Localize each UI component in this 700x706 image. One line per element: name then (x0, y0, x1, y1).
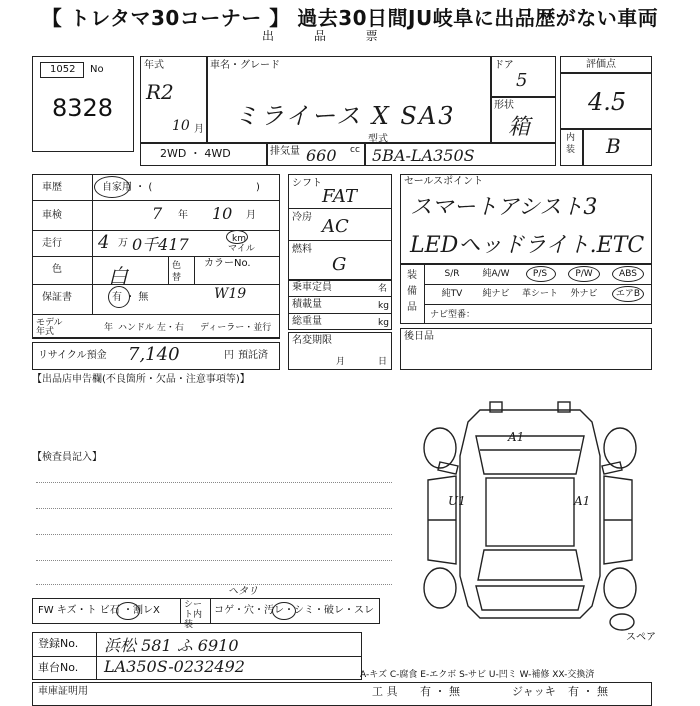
total-weight-unit: kg (378, 318, 389, 328)
registration-label: 登録No. (38, 637, 79, 650)
car-damage-diagram (410, 396, 650, 632)
history-circle (94, 176, 130, 198)
history-close: ) (256, 182, 260, 193)
car-label: 車名・グレード (210, 60, 280, 71)
color-label: 色 (52, 264, 62, 275)
handle-label: ハンドル 左・右 (118, 323, 184, 333)
color-change-label: 色替 (172, 261, 182, 283)
inspector-label: 【検査員記入】 (32, 452, 102, 463)
jack-label: ジャッキ (512, 685, 556, 698)
load-unit: kg (378, 301, 389, 311)
note-line (36, 482, 392, 483)
equipment-label: 装備品 (407, 270, 417, 313)
history-options: 自家用 ・ ( (102, 182, 153, 193)
mileage-mile: マイル (228, 244, 255, 254)
divider (288, 240, 392, 241)
sales-point-line1: スマートアシスト3 (410, 195, 598, 220)
note-line (36, 584, 392, 585)
equipment-item: 純A/W (482, 269, 510, 279)
bottom-row (32, 682, 652, 706)
lot-small-number: 1052 (50, 64, 76, 75)
inspection-month: 10 (212, 204, 233, 223)
defect-stone-circle (116, 602, 140, 620)
fuel-value: G (332, 254, 347, 275)
score-label: 評価点 (586, 59, 616, 70)
model-label: 型式 (368, 134, 388, 145)
displacement-value: 660 (306, 146, 337, 165)
interior-label: 内装 (566, 133, 576, 155)
defect-items: コゲ・穴・汚レ・シミ・破レ・スレ (214, 605, 374, 616)
recycle-label: リサイクル預金 (38, 350, 107, 361)
divider (424, 264, 425, 324)
year-month-unit: 月 (194, 124, 204, 135)
ac-label: 冷房 (292, 212, 312, 223)
year-value: R2 (146, 80, 174, 104)
inspection-year: 7 (152, 204, 163, 223)
mileage-man-unit: 万 (118, 238, 128, 249)
mileage-man: 4 (98, 232, 110, 253)
cert-label: 車庫証明用 (38, 686, 88, 697)
note-line (36, 534, 392, 535)
equipment-item: 純TV (441, 289, 463, 299)
dealer-label: ディーラー・並行 (200, 323, 272, 333)
fuel-label: 燃料 (292, 244, 312, 255)
total-weight-label: 総重量 (292, 316, 322, 327)
divider (560, 72, 652, 74)
mileage-label: 走行 (42, 238, 62, 249)
capacity-label: 乗車定員 (292, 282, 332, 293)
sheet-subtitle: 出 品 票 (262, 29, 396, 43)
divider (96, 632, 97, 680)
equipment-pw-circle (568, 266, 600, 282)
mileage-km: km (232, 234, 246, 244)
equipment-airbag-circle (612, 286, 644, 302)
warranty-circle (108, 286, 130, 308)
divider (288, 296, 392, 297)
equipment-item: ABS (619, 269, 637, 279)
defect-fw-label: FW キズ・ト ビ石 ・割レX (38, 605, 160, 616)
name-change-unit: 月 (336, 357, 346, 367)
color-code: W19 (214, 286, 247, 302)
equipment-item: 純ナビ (482, 289, 510, 299)
divider (194, 256, 195, 284)
displacement-unit: cc (350, 145, 360, 155)
defect-seat-label: シート内装 (184, 600, 203, 630)
model-year-unit: 年 (104, 323, 114, 333)
warranty-label: 保証書 (42, 292, 72, 303)
damage-mark: U1 (448, 494, 466, 508)
inspection-month-unit: 月 (246, 210, 256, 221)
lot-small-label: No (90, 64, 104, 75)
divider (424, 304, 652, 305)
car-value: ミライース X SA3 (234, 102, 456, 130)
inspection-year-unit: 年 (178, 210, 188, 221)
damage-mark: A1 (574, 494, 591, 508)
warranty-value: 有 ・ 無 (112, 292, 149, 303)
divider (490, 56, 492, 142)
model-value: 5BA-LA350S (372, 146, 475, 165)
divider (582, 128, 584, 166)
divider (210, 598, 211, 624)
note-line (36, 560, 392, 561)
divider (288, 208, 392, 209)
jack-value: 有 ・ 無 (568, 685, 608, 698)
defect-note: ヘタリ (228, 586, 258, 597)
divider (140, 142, 556, 144)
shift-value: FAT (322, 186, 357, 207)
divider (560, 128, 652, 130)
sales-point-line2: LEDヘッドライト.ETC (410, 233, 645, 258)
defect-stain-circle (272, 602, 296, 620)
chassis-value: LA350S-0232492 (104, 657, 245, 676)
divider (364, 142, 366, 166)
divider (32, 314, 280, 315)
divider (266, 142, 268, 166)
damage-mark: A1 (508, 430, 525, 444)
equipment-item: P/W (575, 269, 593, 279)
mileage-value: 0千417 (132, 235, 189, 254)
registration-value: 浜松 581 ふ 6910 (104, 636, 239, 655)
interior-value: B (606, 134, 621, 158)
load-label: 積載量 (292, 299, 322, 310)
divider (490, 96, 556, 98)
equipment-item: P/S (532, 269, 548, 279)
mileage-km-circle (226, 230, 248, 244)
ac-value: AC (322, 216, 349, 237)
note-line (36, 508, 392, 509)
seller-note-label: 【出品店申告欄(不良箇所・欠品・注意事項等)】 (32, 374, 250, 385)
later-box (400, 328, 652, 370)
tools-label: 工 具 (372, 685, 398, 698)
spare-label: スペア (626, 632, 656, 643)
tools-value: 有 ・ 無 (420, 685, 460, 698)
recycle-unit: 円 (224, 350, 234, 361)
equipment-item: 革シート (521, 289, 558, 299)
recycle-status: 預託済 (238, 350, 268, 361)
divider (180, 598, 181, 624)
color-value: 白 (108, 264, 128, 288)
equipment-ps-circle (526, 266, 556, 282)
divider (32, 284, 280, 285)
equipment-item: エアB (615, 289, 641, 299)
equipment-item: 外ナビ (570, 289, 598, 299)
divider (32, 200, 280, 201)
shape-value: 箱 (508, 115, 531, 140)
shape-label: 形状 (494, 100, 514, 111)
equipment-item: S/R (444, 269, 460, 279)
history-label: 車歴 (42, 182, 62, 193)
divider (288, 313, 392, 314)
year-month: 10 (172, 118, 190, 134)
year-label: 年式 (144, 60, 164, 71)
displacement-label: 排気量 (270, 146, 300, 157)
divider (168, 256, 169, 284)
damage-legend: A-キズ C-腐食 E-エクボ S-サビ U-凹ミ W-補修 XX-交換済 (360, 670, 595, 680)
divider (206, 56, 208, 142)
chassis-label: 車台No. (38, 661, 79, 674)
color-code-label: カラーNo. (204, 258, 251, 269)
inspection-label: 車検 (42, 210, 62, 221)
drive-label: 2WD ・ 4WD (160, 147, 231, 160)
capacity-unit: 名 (378, 284, 388, 294)
recycle-value: 7,140 (128, 344, 180, 365)
later-label: 後日品 (404, 331, 434, 342)
equipment-abs-circle (612, 266, 644, 282)
lot-number: 8328 (52, 94, 114, 122)
divider (92, 174, 93, 314)
sales-point-label: セールスポイント (404, 176, 484, 187)
navi-model-label: ナビ型番： (430, 310, 476, 320)
model-year-label: モデル年式 (36, 318, 63, 337)
name-change-day: 日 (378, 357, 388, 367)
divider (32, 256, 280, 257)
door-value: 5 (516, 70, 528, 91)
divider (32, 338, 280, 339)
name-change-label: 名変期限 (292, 335, 332, 346)
door-label: ドア (494, 60, 514, 71)
shift-label: シフト (292, 178, 322, 189)
score-value: 4.5 (588, 88, 627, 116)
banner-title: 【 トレタマ30コーナー 】 過去30日間JU岐阜に出品歴がない車両 (0, 0, 700, 36)
